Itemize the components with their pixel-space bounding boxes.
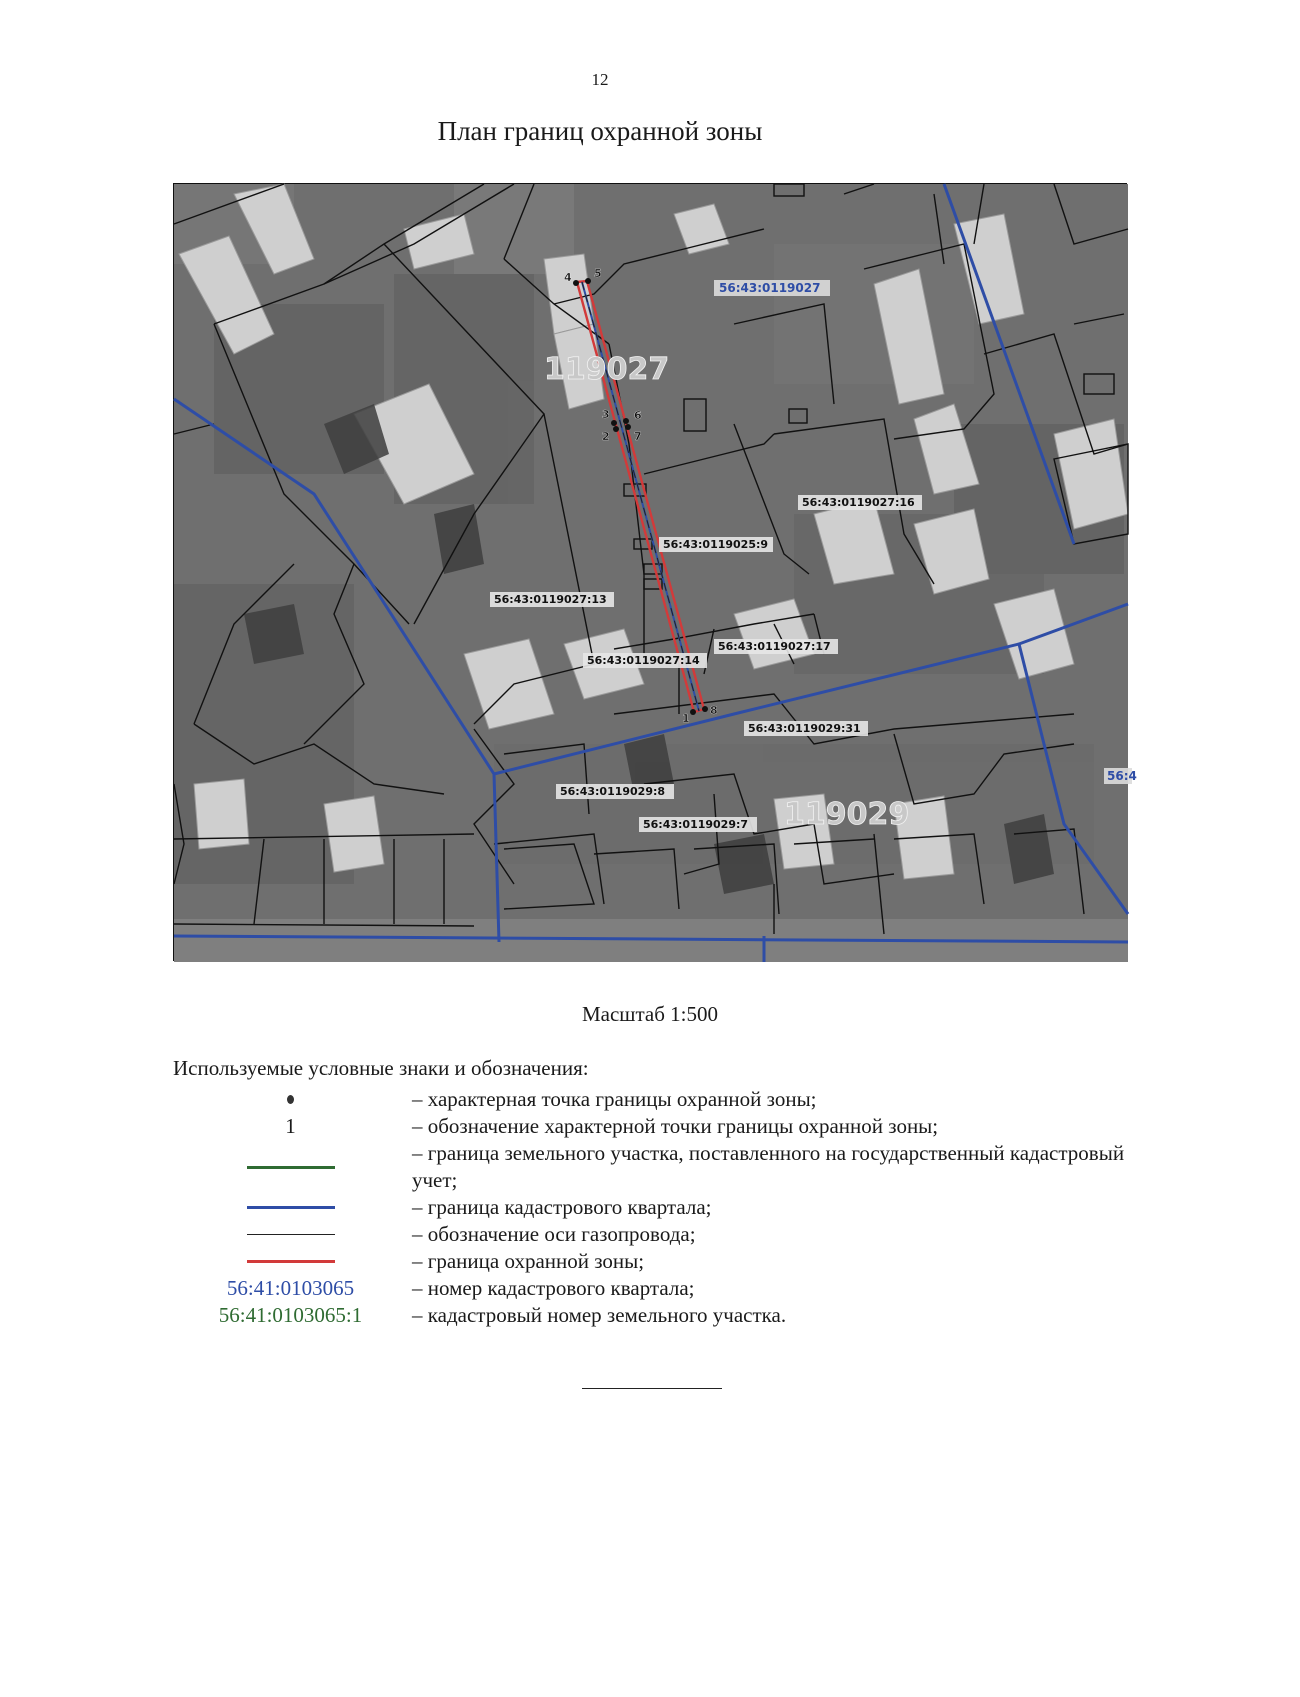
quarter-big-label: 119027	[544, 352, 670, 387]
page-title: План границ охранной зоны	[437, 116, 763, 146]
point-2	[613, 426, 619, 432]
legend-item-gas-axis	[173, 1221, 1133, 1248]
legend-text: – граница охранной зоны;	[412, 1249, 645, 1273]
black-line-icon	[247, 1234, 335, 1235]
legend-text: – номер кадастрового квартала;	[412, 1276, 695, 1300]
quarter-big-label: 119029	[784, 797, 910, 832]
point-label: 2	[602, 430, 610, 443]
map-scale: Масштаб 1:500	[581, 1002, 718, 1026]
point-label: 6	[634, 409, 642, 422]
blue-line-icon	[247, 1206, 335, 1209]
legend-item-point-number	[173, 1113, 1133, 1140]
legend-title: Используемые условные знаки и обозначения:	[173, 1056, 589, 1080]
point-label: 7	[634, 430, 642, 443]
legend	[173, 1086, 1133, 1329]
legend-symbol-quarter-number: 56:41:0103065	[226, 1276, 355, 1300]
point-label: 1	[682, 712, 690, 725]
point-4	[573, 280, 579, 286]
point-dot-icon	[287, 1095, 294, 1104]
legend-item-parcel-number	[173, 1302, 1133, 1329]
point-1	[690, 709, 696, 715]
legend-symbol-parcel-number: 56:41:0103065:1	[218, 1303, 363, 1327]
green-line-icon	[247, 1166, 335, 1169]
legend-text: – обозначение характерной точки границы охранной зоны;	[412, 1114, 939, 1138]
legend-symbol-number: 1	[285, 1114, 296, 1138]
parcel-label: 56:43:0119029:8	[560, 785, 666, 798]
legend-item-parcel-boundary	[173, 1140, 1133, 1194]
end-divider	[582, 1388, 722, 1389]
point-label: 8	[710, 704, 718, 717]
legend-item-point	[173, 1086, 1133, 1113]
cadastral-map[interactable]	[174, 184, 1137, 962]
point-label: 4	[564, 271, 572, 284]
point-5	[585, 278, 591, 284]
legend-text: – обозначение оси газопровода;	[412, 1222, 696, 1246]
point-3	[611, 420, 617, 426]
legend-item-quarter-number	[173, 1275, 1133, 1302]
parcel-label: 56:43:0119027:14	[587, 654, 700, 667]
point-6	[623, 418, 629, 424]
parcel-label: 56:43:0119027:13	[494, 593, 607, 606]
point-7	[625, 424, 631, 430]
quarter-label: 56:43:0119027	[719, 281, 821, 295]
legend-text: – граница земельного участка, поставленного на государственный кадастровый учет;	[412, 1141, 1125, 1192]
quarter-label: 56:4	[1107, 769, 1137, 783]
point-label: 3	[602, 408, 610, 421]
parcel-label: 56:43:0119027:16	[802, 496, 915, 509]
page-number: 12	[591, 70, 609, 89]
legend-text: – кадастровый номер земельного участка.	[412, 1303, 787, 1327]
parcel-label: 56:43:0119025:9	[663, 538, 769, 551]
parcel-label: 56:43:0119029:7	[643, 818, 749, 831]
legend-text: – характерная точка границы охранной зоны;	[412, 1087, 817, 1111]
parcel-label: 56:43:0119029:31	[748, 722, 861, 735]
legend-item-quarter-boundary	[173, 1194, 1133, 1221]
point-8	[702, 706, 708, 712]
map-frame[interactable]	[173, 183, 1137, 961]
point-label: 5	[594, 267, 602, 280]
red-line-icon	[247, 1260, 335, 1263]
parcel-label: 56:43:0119027:17	[718, 640, 831, 653]
legend-text: – граница кадастрового квартала;	[412, 1195, 712, 1219]
legend-item-protection-zone	[173, 1248, 1133, 1275]
